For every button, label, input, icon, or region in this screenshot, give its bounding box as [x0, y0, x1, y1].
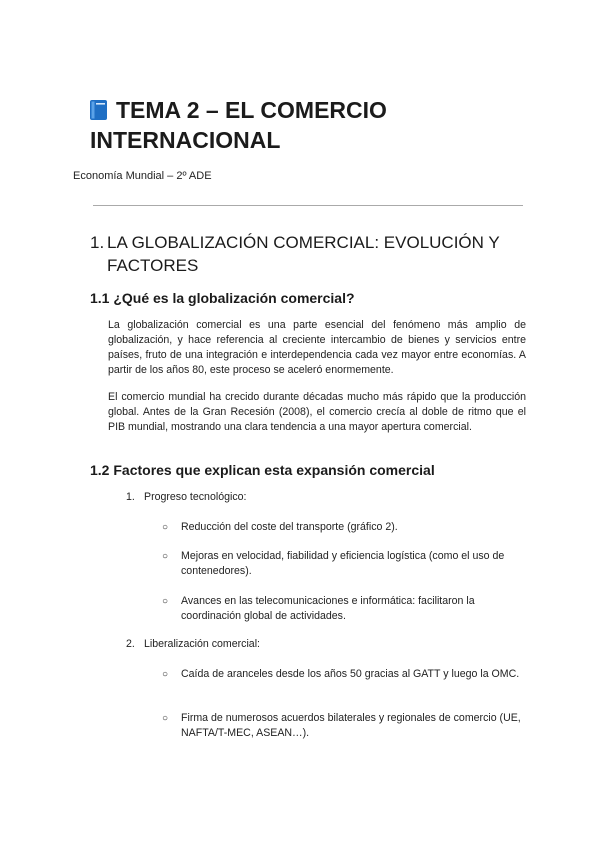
title-line-2: INTERNACIONAL [90, 127, 281, 153]
subsection-1-2-heading: 1.2 Factores que explican esta expansión comercial [90, 462, 435, 478]
title-line-1: TEMA 2 – EL COMERCIO [116, 97, 387, 123]
list-item-text: Reducción del coste del transporte (gráfico 2). [181, 521, 398, 533]
section-1-title-line-1: LA GLOBALIZACIÓN COMERCIAL: EVOLUCIÓN Y [107, 233, 500, 252]
list-item-text: Caída de aranceles desde los años 50 gracias al GATT y luego la OMC. [181, 668, 520, 680]
list-item-text: Avances en las telecomunicaciones e informática: facilitaron la coordinación global de actividades. [181, 595, 475, 622]
bullet-icon: ○ [162, 669, 169, 680]
ordered-item-1 [126, 490, 246, 505]
list-item [162, 520, 532, 535]
bullet-icon: ○ [162, 713, 169, 724]
paragraph-2: El comercio mundial ha crecido durante décadas mucho más rápido que la producción global. Antes de la Gran Recesión (2008), el comercio crecía al doble de ritmo que el PIB mundial, mostrando una clara tendencia a una mayor apertura comercial. [108, 391, 526, 433]
list-item [162, 549, 532, 579]
subtitle: Economía Mundial – 2º ADE [73, 170, 212, 182]
bullet-icon: ○ [162, 522, 169, 533]
ordered-item-2 [126, 637, 260, 652]
bullet-icon: ○ [162, 551, 169, 562]
ordered-item-2-label: Liberalización comercial: [144, 638, 260, 650]
section-1-title-line-2: FACTORES [107, 256, 199, 275]
subsection-1-1-heading: 1.1 ¿Qué es la globalización comercial? [90, 290, 355, 306]
list-item-text: Mejoras en velocidad, fiabilidad y eficiencia logística (como el uso de contenedores). [181, 550, 505, 577]
ordered-item-1-label: Progreso tecnológico: [144, 491, 247, 503]
list-item [162, 667, 532, 682]
ordered-item-1-number: 1. [126, 491, 135, 503]
document-title [90, 95, 530, 155]
section-1-number: 1. [90, 233, 105, 252]
book-icon [90, 100, 107, 120]
section-1-heading [90, 231, 530, 277]
bullet-icon: ○ [162, 596, 169, 607]
list-item [162, 711, 532, 741]
list-item-text: Firma de numerosos acuerdos bilaterales y regionales de comercio (UE, NAFTA/T-MEC, ASEAN…). [181, 712, 521, 739]
ordered-item-2-number: 2. [126, 638, 135, 650]
list-item [162, 594, 532, 624]
paragraph-1: La globalización comercial es una parte esencial del fenómeno más amplio de globalización, y hace referencia al creciente intercambio de bienes y servicios entre países, fruto de una integración e interdependencia cada vez mayor entre economías. A partir de los años 80, este proceso se aceleró enormemente. [108, 319, 526, 376]
horizontal-divider [93, 205, 523, 206]
